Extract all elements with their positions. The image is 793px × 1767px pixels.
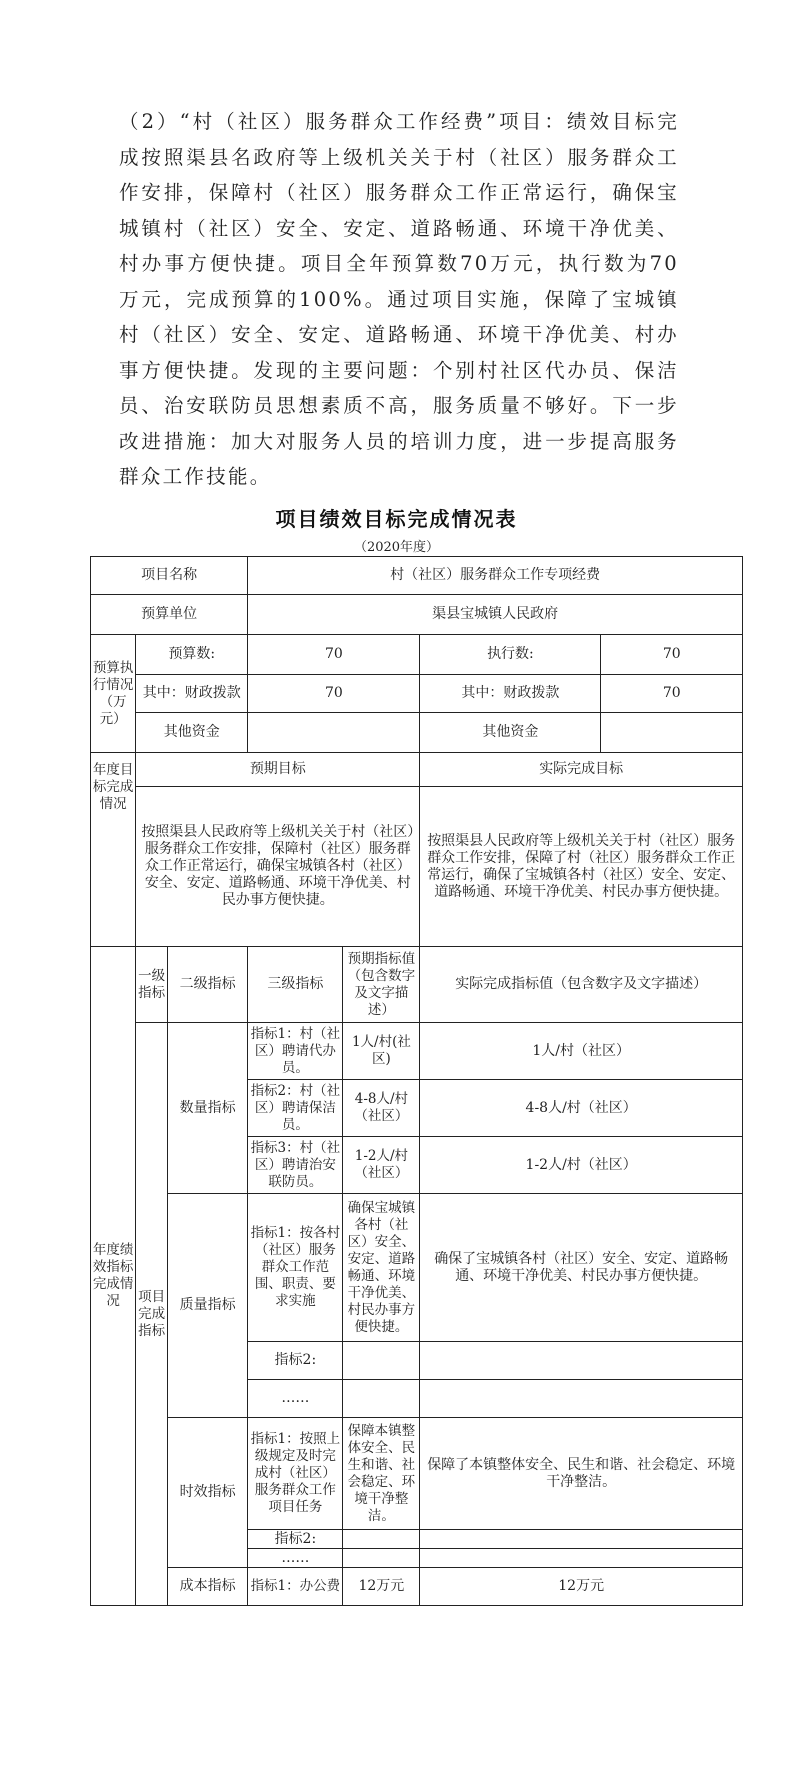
q3-expected: 1-2人/村（社区） bbox=[343, 1137, 420, 1194]
budget-value: 70 bbox=[248, 635, 420, 675]
other-funds-left-value bbox=[248, 713, 420, 753]
other-funds-left: 其他资金 bbox=[136, 713, 248, 753]
t1-actual: 保障了本镇整体安全、民生和谐、社会稳定、环境干净整洁。 bbox=[420, 1418, 743, 1530]
t3-name: …… bbox=[248, 1549, 343, 1568]
ql3-expected bbox=[343, 1380, 420, 1418]
table-year: （2020年度） bbox=[353, 540, 440, 555]
t1-expected: 保障本镇整体安全、民生和谐、社会稳定、环境干净整洁。 bbox=[343, 1418, 420, 1530]
budget-label: 预算数: bbox=[136, 635, 248, 675]
fiscal-label-left: 其中：财政拨款 bbox=[136, 675, 248, 713]
cost-label: 成本指标 bbox=[167, 1568, 247, 1606]
actual-goal-header: 实际完成目标 bbox=[420, 753, 743, 787]
other-funds-right: 其他资金 bbox=[420, 713, 601, 753]
ql2-expected bbox=[343, 1342, 420, 1380]
q2-expected: 4-8人/村（社区） bbox=[343, 1080, 420, 1137]
quantity-label: 数量指标 bbox=[167, 1023, 247, 1194]
ql2-actual bbox=[420, 1342, 743, 1380]
t3-expected bbox=[343, 1549, 420, 1568]
q3-name: 指标3：村（社区）聘请治安联防员。 bbox=[248, 1137, 343, 1194]
fiscal-label-right: 其中：财政拨款 bbox=[420, 675, 601, 713]
annual-indicator-label: 年度绩效指标完成情况 bbox=[91, 947, 136, 1606]
table-title: 项目绩效目标完成情况表 bbox=[275, 507, 518, 531]
expected-value-header: 预期指标值（包含数字及文字描述） bbox=[343, 947, 420, 1023]
ql3-name: …… bbox=[248, 1380, 343, 1418]
q2-actual: 4-8人/村（社区） bbox=[420, 1080, 743, 1137]
t2-name: 指标2: bbox=[248, 1530, 343, 1549]
project-name-value: 村（社区）服务群众工作专项经费 bbox=[248, 557, 743, 595]
q1-actual: 1人/村（社区） bbox=[420, 1023, 743, 1080]
ql2-name: 指标2: bbox=[248, 1342, 343, 1380]
expected-goal-header: 预期目标 bbox=[136, 753, 420, 787]
other-funds-right-value bbox=[601, 713, 743, 753]
c1-expected: 12万元 bbox=[343, 1568, 420, 1606]
t1-name: 指标1：按照上级规定及时完成村（社区）服务群众工作项目任务 bbox=[248, 1418, 343, 1530]
annual-goal-label: 年度目标完成情况 bbox=[91, 753, 136, 947]
timely-label: 时效指标 bbox=[167, 1418, 247, 1568]
ql1-name: 指标1：按各村（社区）服务群众工作范围、职责、要求实施 bbox=[248, 1194, 343, 1342]
level3-header: 三级指标 bbox=[248, 947, 343, 1023]
project-description-paragraph: （2）“村（社区）服务群众工作经费”项目：绩效目标完成按照渠县名政府等上级机关关于村（社区）服务群众工作安排，保障村（社区）服务群众工作正常运行，确保宝城镇村（社区）安全、安定、道路畅通、环境干净优美、村办事方便快捷。项目全年预算数70万元，执行数为70万元，完成预算的100%。通过项目实施，保障了宝城镇村（社区）安全、安定、道路畅通、环境干净优美、村办事方便快捷。发现的主要问题：个别村社区代办员、保洁员、治安联防员思想素质不高，服务质量不够好。下一步改进措施：加大对服务人员的培训力度，进一步提高服务群众工作技能。 bbox=[119, 110, 679, 488]
fiscal-value-left: 70 bbox=[248, 675, 420, 713]
t2-actual bbox=[420, 1530, 743, 1549]
c1-name: 指标1：办公费 bbox=[248, 1568, 343, 1606]
t2-expected bbox=[343, 1530, 420, 1549]
q2-name: 指标2：村（社区）聘请保洁员。 bbox=[248, 1080, 343, 1137]
exec-label: 执行数: bbox=[420, 635, 601, 675]
exec-value: 70 bbox=[601, 635, 743, 675]
ql3-actual bbox=[420, 1380, 743, 1418]
actual-value-header: 实际完成指标值（包含数字及文字描述） bbox=[420, 947, 743, 1023]
budget-unit-label: 预算单位 bbox=[91, 595, 248, 635]
level2-header: 二级指标 bbox=[167, 947, 247, 1023]
project-output-label: 项目完成指标 bbox=[136, 1023, 168, 1606]
t3-actual bbox=[420, 1549, 743, 1568]
expected-goal-text: 按照渠县人民政府等上级机关关于村（社区）服务群众工作安排，保障村（社区）服务群众工作正常运行，确保宝城镇各村（社区）安全、安定、道路畅通、环境干净优美、村民办事方便快捷。 bbox=[136, 787, 420, 947]
level1-header: 一级指标 bbox=[136, 947, 168, 1023]
performance-table bbox=[90, 556, 743, 1606]
q1-expected: 1人/村(社区) bbox=[343, 1023, 420, 1080]
c1-actual: 12万元 bbox=[420, 1568, 743, 1606]
budget-unit-value: 渠县宝城镇人民政府 bbox=[248, 595, 743, 635]
actual-goal-text: 按照渠县人民政府等上级机关关于村（社区）服务群众工作安排，保障了村（社区）服务群众工作正常运行，确保了宝城镇各村（社区）安全、安定、道路畅通、环境干净优美、村民办事方便快捷。 bbox=[420, 787, 743, 947]
fiscal-value-right: 70 bbox=[601, 675, 743, 713]
quality-label: 质量指标 bbox=[167, 1194, 247, 1418]
ql1-expected: 确保宝城镇各村（社区）安全、安定、道路畅通、环境干净优美、村民办事方便快捷。 bbox=[343, 1194, 420, 1342]
q3-actual: 1-2人/村（社区） bbox=[420, 1137, 743, 1194]
ql1-actual: 确保了宝城镇各村（社区）安全、安定、道路畅通、环境干净优美、村民办事方便快捷。 bbox=[420, 1194, 743, 1342]
q1-name: 指标1：村（社区）聘请代办员。 bbox=[248, 1023, 343, 1080]
project-name-label: 项目名称 bbox=[91, 557, 248, 595]
budget-exec-label: 预算执行情况（万元） bbox=[91, 635, 136, 753]
